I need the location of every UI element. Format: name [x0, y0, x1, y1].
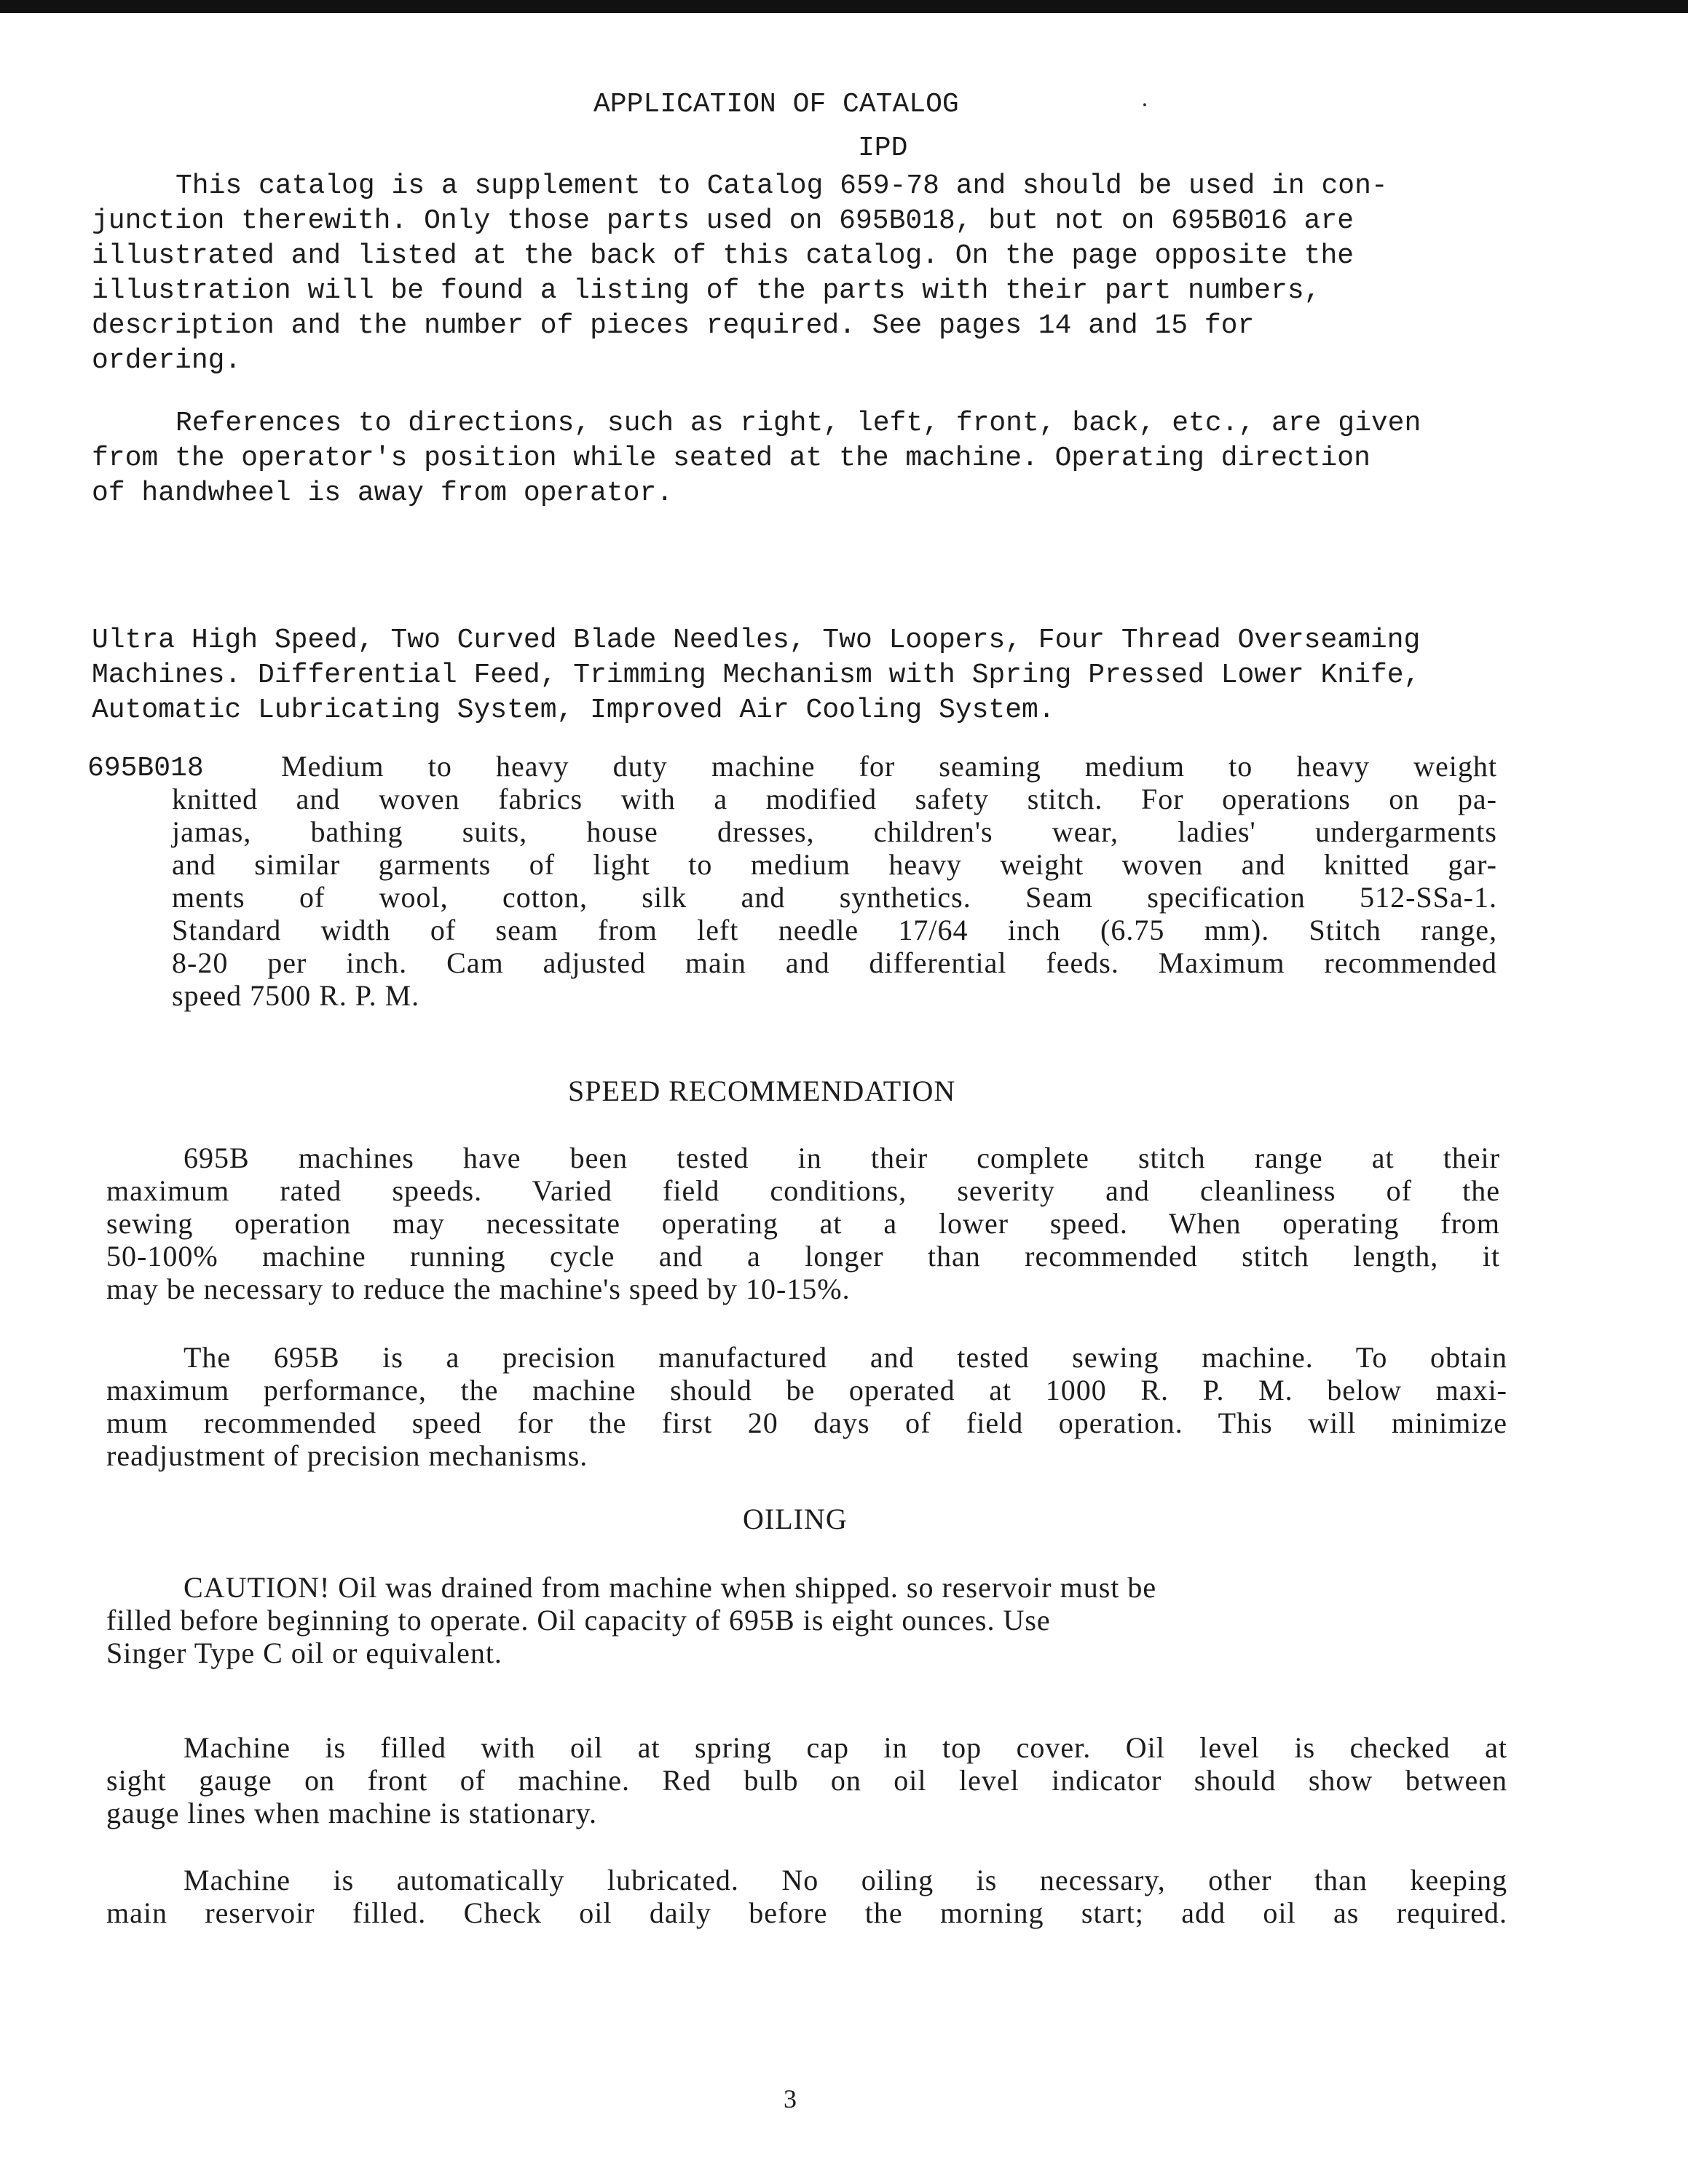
application-title: APPLICATION OF CATALOG — [593, 89, 959, 120]
paragraph-line: and similar garments of light to medium heavy weight woven and knitted gar- — [172, 848, 1497, 881]
paragraph-line: Singer Type C oil or equivalent. — [106, 1637, 502, 1669]
oiling-paragraph-3 — [106, 1864, 1507, 1929]
paragraph-line: CAUTION! Oil was drained from machine when shipped. so reservoir must be — [184, 1571, 1157, 1604]
paragraph-line: junction therewith. Only those parts used on 695B018, but not on 695B016 are — [92, 205, 1354, 237]
paragraph-line: Machine is automatically lubricated. No oiling is necessary, other than keeping — [184, 1864, 1507, 1896]
paragraph-line: 8-20 per inch. Cam adjusted main and differential feeds. Maximum recommended — [172, 946, 1497, 979]
paragraph-line: mum recommended speed for the first 20 days of field operation. This will minimize — [106, 1406, 1507, 1439]
model-description — [172, 750, 1497, 1012]
speed-heading: SPEED RECOMMENDATION — [568, 1075, 956, 1107]
paragraph-line: jamas, bathing suits, house dresses, children's wear, ladies' undergarments — [172, 815, 1497, 848]
paragraph-line: description and the number of pieces required. See pages 14 and 15 for — [92, 310, 1255, 341]
paragraph-line: illustrated and listed at the back of this catalog. On the page opposite the — [92, 240, 1354, 272]
oiling-paragraph-1 — [106, 1571, 1507, 1669]
paragraph-line: Automatic Lubricating System, Improved Air Cooling System. — [92, 695, 1055, 726]
stray-mark — [1143, 103, 1146, 106]
paragraph-line: The 695B is a precision manufactured and tested sewing machine. To obtain — [184, 1341, 1507, 1374]
paragraph-line: readjustment of precision mechanisms. — [106, 1439, 588, 1472]
paragraph-line: sewing operation may necessitate operating at a lower speed. When operating from — [106, 1207, 1500, 1240]
paragraph-line: Ultra High Speed, Two Curved Blade Needles, Two Loopers, Four Thread Overseaming — [92, 625, 1421, 656]
paragraph-line: This catalog is a supplement to Catalog 659-78 and should be used in con- — [175, 170, 1388, 202]
speed-paragraph-1 — [106, 1142, 1500, 1305]
paragraph-line: may be necessary to reduce the machine's speed by 10-15%. — [106, 1273, 851, 1305]
paragraph-line: of handwheel is away from operator. — [92, 478, 674, 509]
application-paragraph-1 — [92, 169, 1388, 379]
paragraph-line: from the operator's position while seated at the machine. Operating direction — [92, 443, 1370, 474]
paragraph-line: filled before beginning to operate. Oil capacity of 695B is eight ounces. Use — [106, 1604, 1051, 1637]
page-number: 3 — [784, 2084, 797, 2113]
application-paragraph-2 — [92, 406, 1421, 511]
paragraph-line: Standard width of seam from left needle 17/64 inch (6.75 mm). Stitch range, — [172, 914, 1497, 946]
application-subtitle: IPD — [858, 132, 908, 164]
oiling-heading: OILING — [743, 1503, 848, 1535]
paragraph-line: gauge lines when machine is stationary. — [106, 1797, 597, 1829]
paragraph-line: ordering. — [92, 345, 242, 376]
paragraph-line: illustration will be found a listing of the parts with their part numbers, — [92, 275, 1321, 306]
paragraph-line: knitted and woven fabrics with a modified safety stitch. For operations on pa- — [172, 783, 1497, 815]
paragraph-line: Machines. Differential Feed, Trimming Mechanism with Spring Pressed Lower Knife, — [92, 660, 1421, 691]
oiling-paragraph-2 — [106, 1731, 1507, 1829]
model-number: 695B018 — [87, 753, 204, 784]
paragraph-line: main reservoir filled. Check oil daily before the morning start; add oil as required. — [106, 1896, 1507, 1929]
paragraph-line: maximum rated speeds. Varied field conditions, severity and cleanliness of the — [106, 1174, 1500, 1207]
paragraph-line: References to directions, such as right, left, front, back, etc., are given — [175, 408, 1421, 439]
paragraph-line: ments of wool, cotton, silk and synthetics. Seam specification 512-SSa-1. — [172, 881, 1497, 914]
paragraph-line: maximum performance, the machine should be operated at 1000 R. P. M. below maxi- — [106, 1374, 1507, 1406]
paragraph-line: speed 7500 R. P. M. — [172, 979, 420, 1012]
speed-paragraph-2 — [106, 1341, 1507, 1472]
paragraph-line: 50-100% machine running cycle and a longer than recommended stitch length, it — [106, 1240, 1500, 1273]
paragraph-line: sight gauge on front of machine. Red bulb on oil level indicator should show between — [106, 1764, 1507, 1797]
machine-intro — [92, 623, 1475, 728]
paragraph-line: 695B machines have been tested in their complete stitch range at their — [184, 1142, 1500, 1174]
paragraph-line: Medium to heavy duty machine for seaming medium to heavy weight — [281, 750, 1497, 783]
paragraph-line: Machine is filled with oil at spring cap in top cover. Oil level is checked at — [184, 1731, 1507, 1764]
